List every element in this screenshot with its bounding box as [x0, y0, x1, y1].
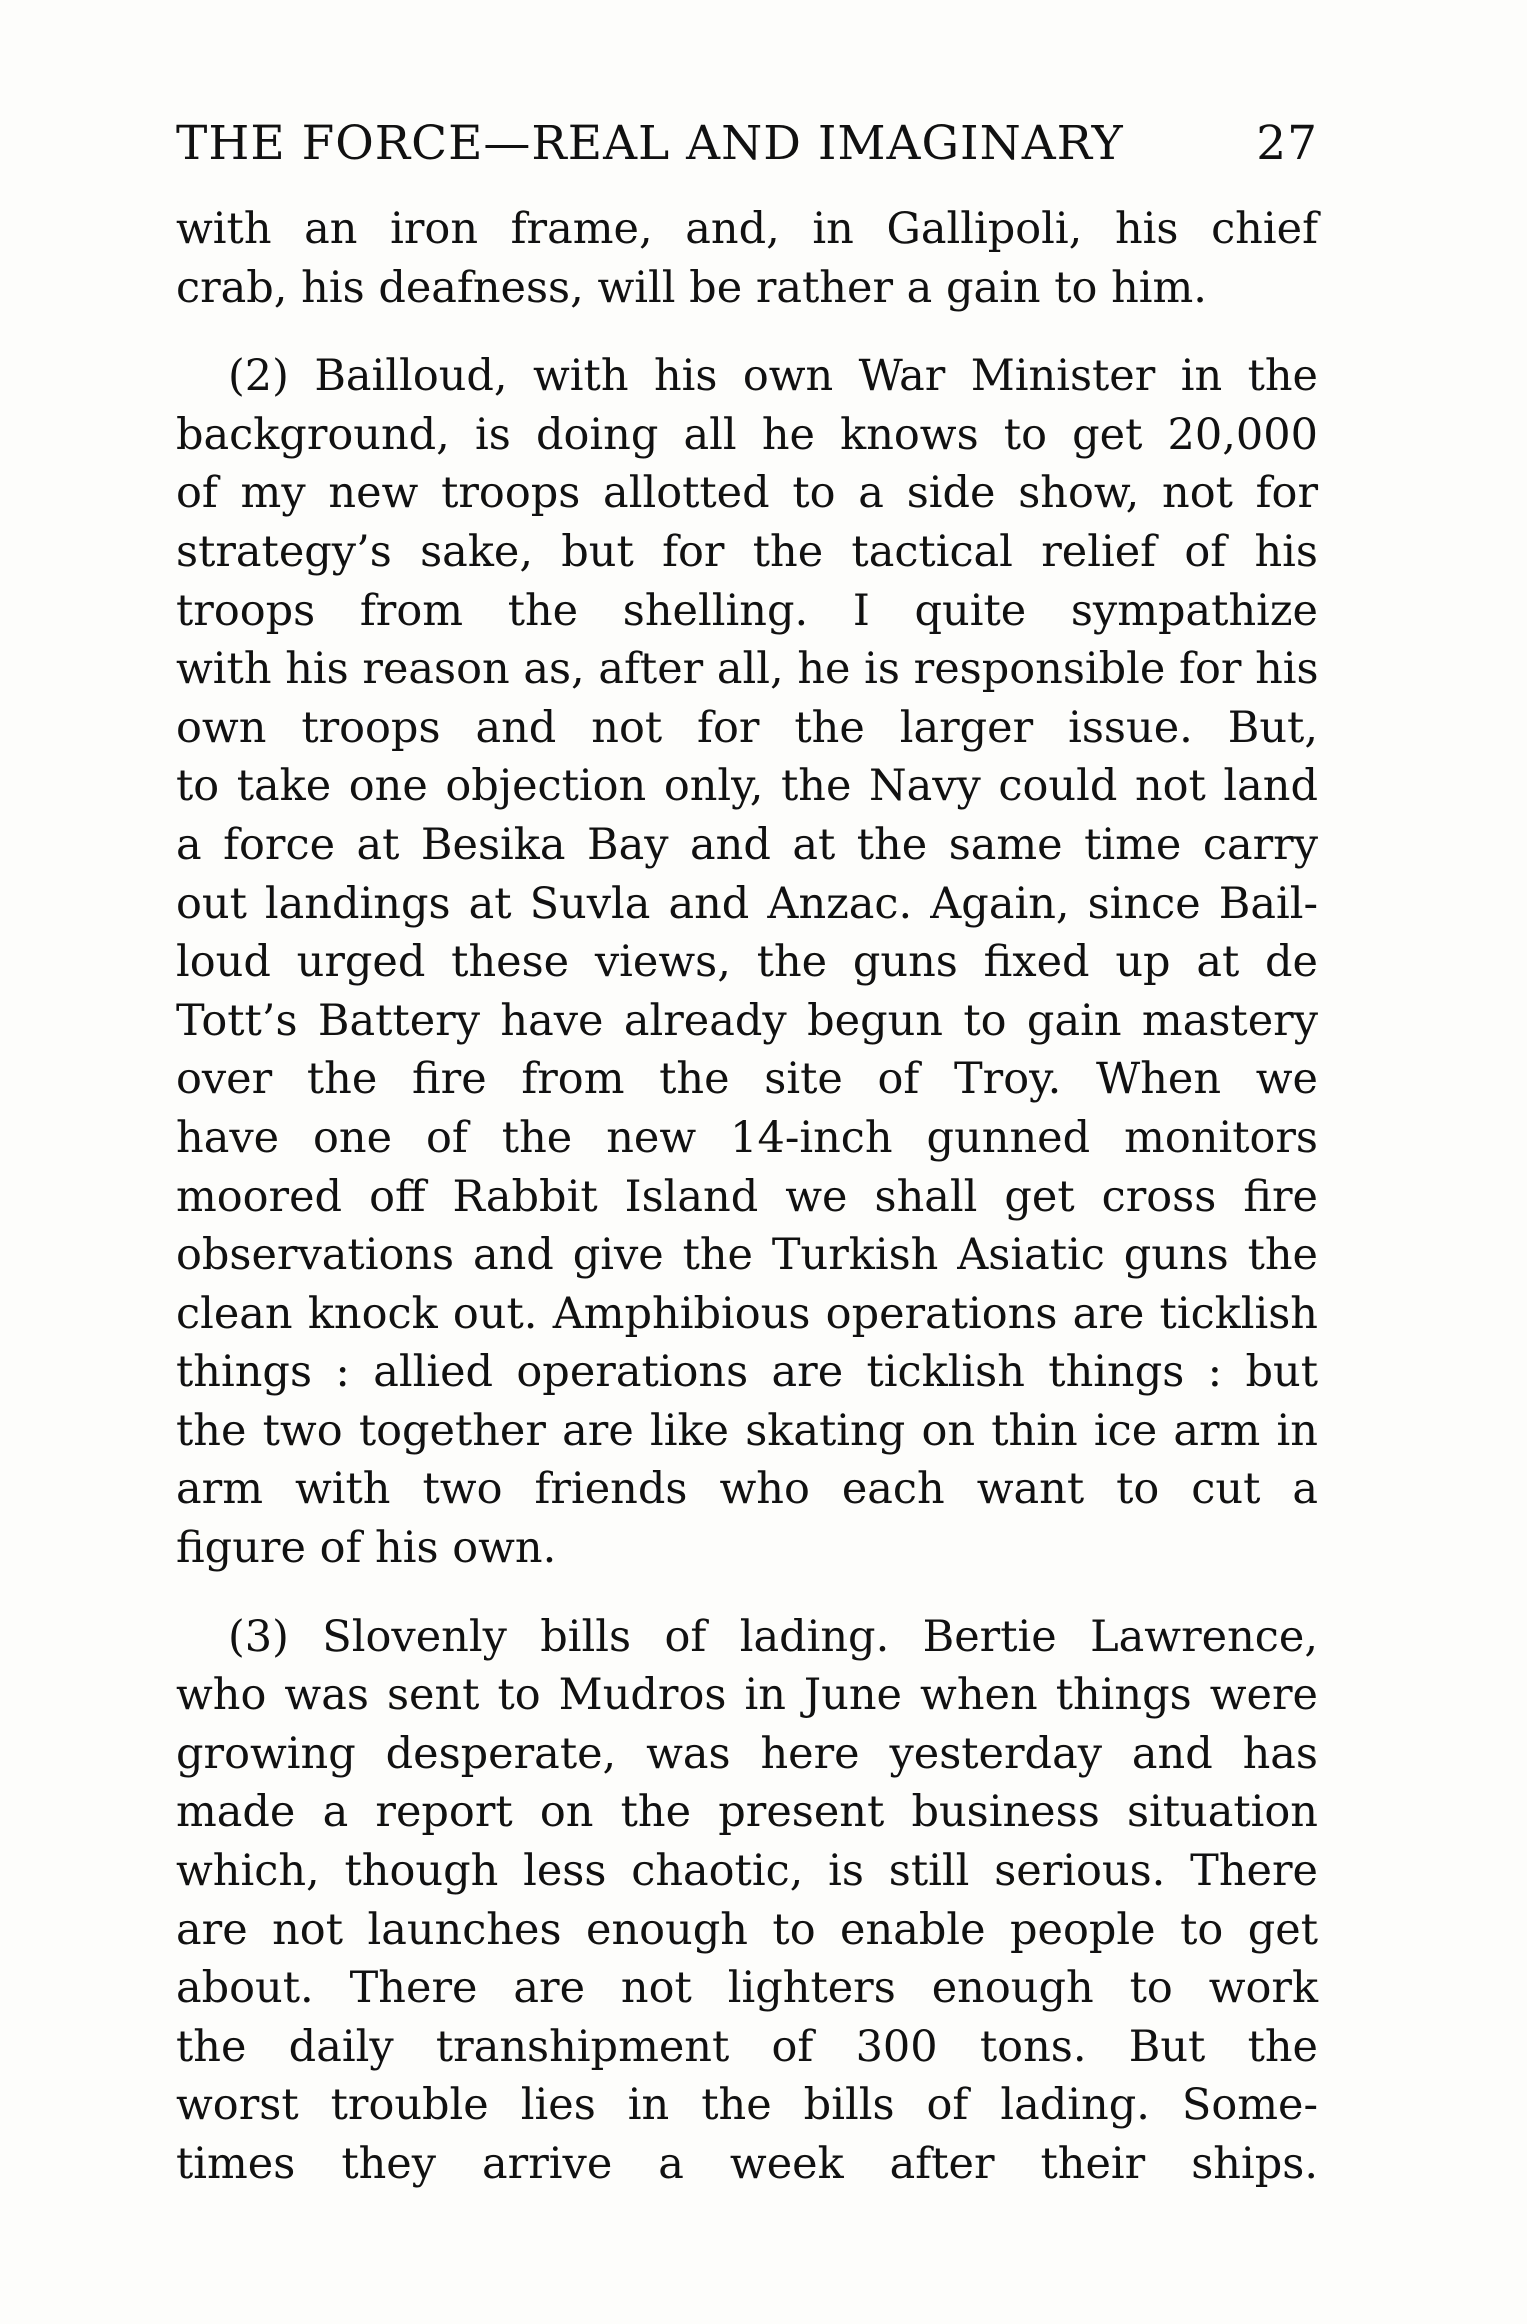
text-line: who was sent to Mudros in June when things were — [176, 1670, 1318, 1721]
chapter-title: THE FORCE—REAL AND IMAGINARY — [176, 116, 1124, 171]
text-line: troops from the shelling. I quite sympathize — [176, 585, 1318, 636]
text-line: own troops and not for the larger issue. But, — [176, 702, 1318, 753]
text-line: the two together are like skating on thin ice arm in — [176, 1405, 1318, 1456]
text-line: arm with two friends who each want to cut a — [176, 1464, 1318, 1515]
text-line: figure of his own. — [176, 1523, 557, 1574]
text-line: with his reason as, after all, he is responsible for his — [176, 644, 1319, 695]
text-line: growing desperate, was here yesterday and has — [176, 1728, 1318, 1779]
page-number: 27 — [1256, 116, 1318, 171]
text-line: have one of the new 14-inch gunned monitors — [176, 1112, 1318, 1163]
text-line: times they arrive a week after their ships. — [176, 2139, 1318, 2189]
text-line: which, though less chaotic, is still serious. There — [176, 1846, 1318, 1897]
text-line: the daily transhipment of 300 tons. But the — [176, 2021, 1318, 2072]
text-line: a force at Besika Bay and at the same time carry — [176, 819, 1318, 870]
text-line: made a report on the present business situation — [176, 1787, 1318, 1838]
text-line: out landings at Suvla and Anzac. Again, since Bail- — [176, 878, 1318, 929]
text-line: are not launches enough to enable people to get — [176, 1904, 1318, 1955]
text-line: over the fire from the site of Troy. When we — [176, 1054, 1318, 1105]
text-line: Tott’s Battery have already begun to gain mastery — [176, 995, 1318, 1046]
text-line: (3) Slovenly bills of lading. Bertie Lawrence, — [228, 1611, 1318, 1662]
text-line: background, is doing all he knows to get 20,000 — [176, 409, 1318, 460]
text-line: things : allied operations are ticklish things : but — [176, 1347, 1318, 1398]
paragraph-1 — [176, 200, 1318, 317]
text-line: with an iron frame, and, in Gallipoli, his chief — [176, 204, 1318, 254]
text-line: about. There are not lighters enough to work — [176, 1963, 1318, 2014]
running-head — [176, 108, 1318, 180]
text-line: moored off Rabbit Island we shall get cross fire — [176, 1171, 1318, 1222]
paragraph-2 — [176, 347, 1318, 1577]
text-line: of my new troops allotted to a side show, not for — [176, 468, 1318, 519]
text-line: worst trouble lies in the bills of lading. Some- — [176, 2080, 1318, 2131]
body-text — [176, 200, 1318, 2194]
text-line: strategy’s sake, but for the tactical relief of his — [176, 526, 1318, 577]
paragraph-3 — [176, 1608, 1318, 2194]
text-line: crab, his deafness, will be rather a gain to him. — [176, 262, 1207, 313]
text-line: clean knock out. Amphibious operations are ticklish — [176, 1288, 1318, 1339]
text-line: to take one objection only, the Navy could not land — [176, 761, 1318, 812]
text-line: observations and give the Turkish Asiatic guns the — [176, 1230, 1318, 1281]
text-line: (2) Bailloud, with his own War Minister in the — [228, 351, 1318, 402]
text-line: loud urged these views, the guns fixed up at de — [176, 937, 1318, 988]
